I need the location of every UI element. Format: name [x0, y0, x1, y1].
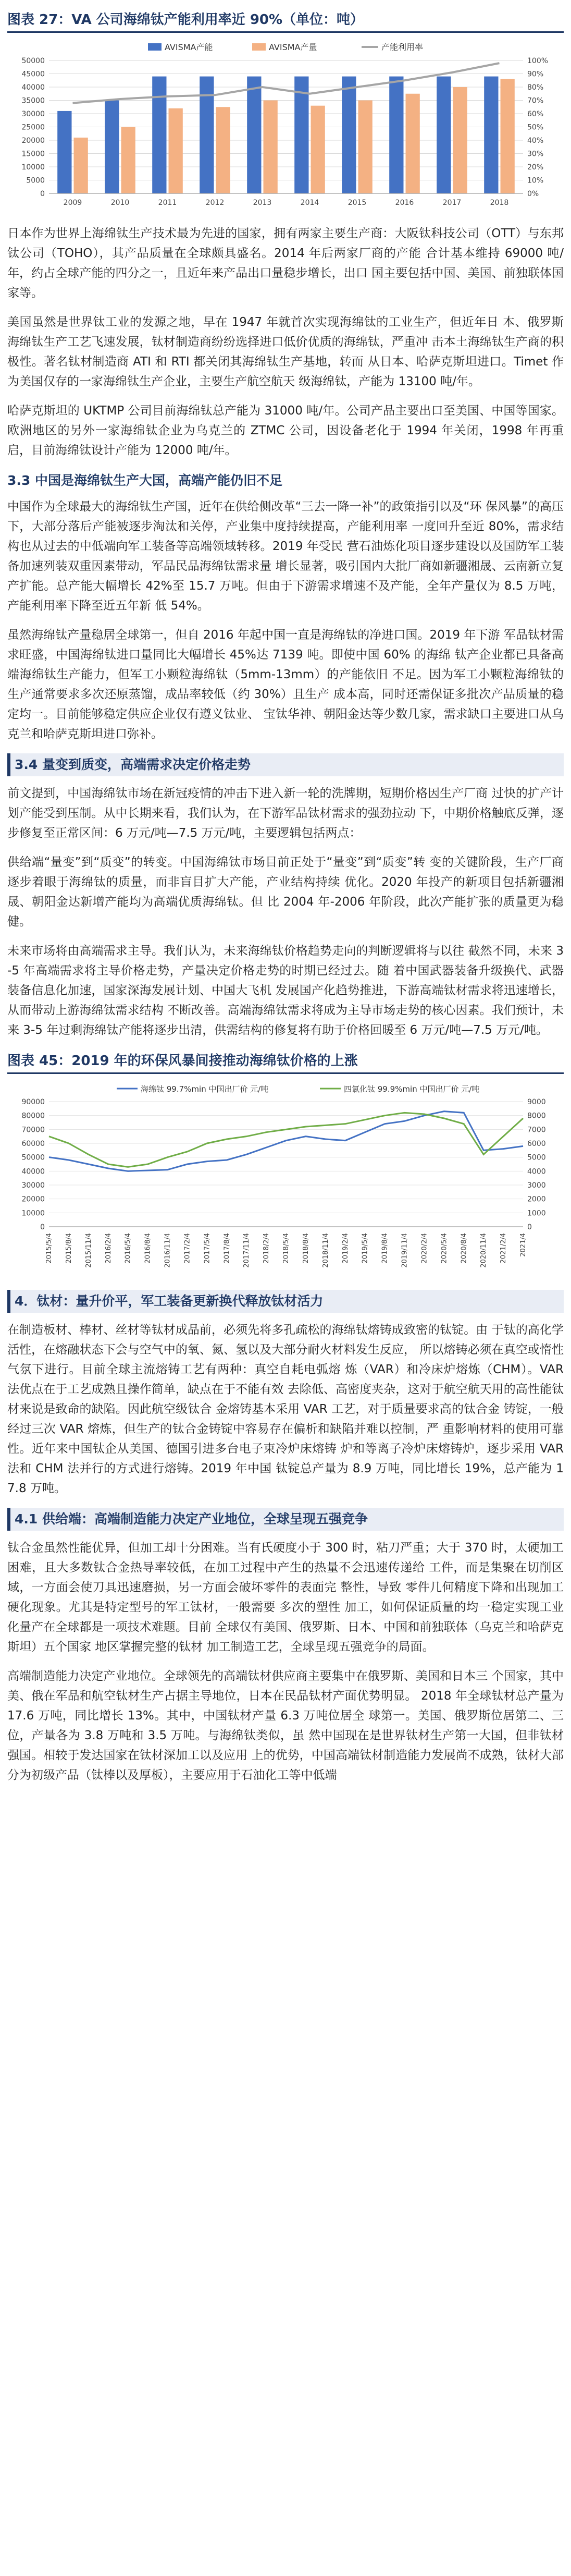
bar-output [169, 108, 183, 193]
y-left-tick-label: 90000 [21, 1098, 45, 1106]
y-right-tick-label: 20% [527, 163, 544, 172]
legend-ticl4-label: 四氯化钛 99.9%min 中国出厂价 元/吨 [344, 1084, 480, 1094]
y-right-tick-label: 40% [527, 137, 544, 145]
y-left-tick-label: 60000 [21, 1140, 45, 1148]
y-right-tick-label: 3000 [527, 1181, 546, 1190]
y-right-tick-label: 50% [527, 123, 544, 132]
paragraph-titanium-2: 钛合金虽然性能优异，但加工却十分困难。当有氏硬度小于 300 时，粘刀严重；大于 370 时，太硬加工困难，且大多数钛合金热导率较低，在加工过程中产生的热量不会迅速传递给 工件，而是集聚在切削区域，一方面会使刀具迅速磨损，另一方面会破坏零件的表面完 整性，导致 零件几何精度下降和出现加工硬化现象。尤其是特定型号的军工钛材，一般需要 多次的塑性 加工，如何保证质量的均一稳定实现工业化量产在全球都是一项技术难题。目前 全球仅有美国、俄罗斯、日本、中国和前独联体（乌克兰和哈萨克斯坦）五个国家 地区掌握完整的钛材 加工制造工艺，全球呈现五强竞争的局面。 [7, 1541, 564, 1654]
bar-output [121, 127, 135, 194]
section-4-heading: 4．钛材：量升价平，军工装备更新换代释放钛材活力 [7, 1290, 564, 1313]
figure27-title: 图表 27：VA 公司海绵钛产能利用率近 90%（单位：吨） [7, 8, 564, 33]
price-trend-chart [7, 1078, 564, 1276]
paragraph-titanium-1: 在制造板材、棒材、丝材等钛材成品前，必须先将多孔疏松的海绵钛熔铸成致密的钛锭。由 于钛的高化学活性，在熔融状态下会与空气中的氧、氮、氢以及大部分耐火材料发生反应， 所以熔铸必须在真空或惰性气氛下进行。目前全球主流熔铸工艺有两种：真空自耗电弧熔 炼（VAR）和冷床炉熔炼（CHM）。VAR 法优点在于工艺成熟且操作简单，缺点在于不能有效 去除低、高密度夹杂，这对于航空航天用的高性能钛材来说是致命的缺陷。因此航空级钛合 金熔铸基本采用 VAR 工艺，对于质量要求高的钛合金 铸锭，一般经过三次 VAR 熔炼，但生产的钛合金铸锭中容易存在偏析和缺陷并难以控制，严 重影响材料的使用可靠性。近年来中国钛企从美国、德国引进多台电子束冷炉床熔铸 炉和等离子冷炉床熔铸炉，逐步采用 VAR 法和 CHM 法并行的方式进行熔铸。2019 年中国 钛锭总产量为 8.9 万吨，同比增长 19%，总产能为 17.8 万吨。 [7, 1323, 564, 1495]
y-right-tick-label: 100% [527, 57, 549, 65]
x-tick-label: 2011 [158, 199, 177, 207]
y-right-tick-label: 9000 [527, 1098, 546, 1106]
x-tick-label: 2010 [110, 199, 130, 207]
y-right-tick-label: 1000 [527, 1209, 546, 1218]
y-left-tick-label: 5000 [26, 176, 45, 185]
y-right-tick-label: 8000 [527, 1112, 546, 1120]
y-left-tick-label: 50000 [21, 1153, 45, 1162]
y-right-tick-label: 4000 [527, 1167, 546, 1176]
x-tick-label: 2021/4 [519, 1233, 527, 1257]
y-right-tick-label: 6000 [527, 1140, 546, 1148]
x-tick-label: 2018 [490, 199, 509, 207]
x-tick-label: 2018/11/4 [321, 1233, 330, 1268]
bar-output [406, 94, 420, 193]
y-right-tick-label: 30% [527, 150, 544, 158]
x-tick-label: 2017/5/4 [203, 1233, 212, 1264]
x-tick-label: 2015/8/4 [65, 1233, 73, 1264]
x-tick-label: 2020/11/4 [480, 1233, 488, 1268]
paragraph-titanium-3: 高端制造能力决定产业地位。全球领先的高端钛材供应商主要集中在俄罗斯、美国和日本三 个国家，其中美、俄在军品和航空钛材生产占据主导地位，日本在民品钛材产面优势明显。 2018 年全球钛材总产量为 17.6 万吨，同比增长 13%。其中，中国钛材产量 6.3 万吨位居全 球第一。美国、俄罗斯位居第二、三位，产量各为 3.8 万吨和 3.5 万吨。与海绵钛类似，虽 然中国现在是世界钛材生产第一大国，但非钛材强国。相较于发达国家在钛材深加工以及应用 上的优势，中国高端钛材制造能力发展尚不成熟，钛材大部分为初级产品（钛棒以及厚板），主要应用于石油化工等中低端 [7, 1669, 564, 1782]
x-tick-label: 2013 [253, 199, 272, 207]
x-tick-label: 2014 [300, 199, 319, 207]
x-tick-label: 2016/11/4 [164, 1233, 172, 1268]
legend-output-swatch [252, 43, 266, 51]
y-left-tick-label: 70000 [21, 1126, 45, 1134]
x-tick-label: 2012 [205, 199, 225, 207]
x-tick-label: 2019/8/4 [381, 1233, 389, 1264]
x-tick-label: 2015 [347, 199, 367, 207]
section-3-4-heading: 3.4 量变到质变，高端需求决定价格走势 [7, 753, 564, 776]
x-tick-label: 2018/5/4 [282, 1233, 290, 1264]
bar-output [311, 106, 325, 193]
y-left-tick-label: 40000 [21, 83, 45, 92]
y-right-tick-label: 5000 [527, 1153, 546, 1162]
bar-output [74, 138, 88, 193]
y-left-tick-label: 40000 [21, 1167, 45, 1176]
x-tick-label: 2016 [395, 199, 414, 207]
y-left-tick-label: 50000 [21, 57, 45, 65]
x-tick-label: 2019/11/4 [401, 1233, 409, 1268]
legend-sponge-label: 海绵钛 99.7%min 中国出厂价 元/吨 [141, 1084, 269, 1094]
x-tick-label: 2015/5/4 [45, 1233, 53, 1264]
paragraph-usa: 美国虽然是世界钛工业的发源之地，早在 1947 年就首次实现海绵钛的工业生产，但近年日 本、俄罗斯海绵钛生产工艺飞速发展，钛材制造商纷纷选择进口低价优质的海绵钛，严重冲 击本土海绵钛生产商的积极性。著名钛材制造商 ATI 和 RTI 都关闭其海绵钛生产基地，转而 从日本、哈萨克斯坦进口。Timet 作为美国仅存的一家海绵钛生产企业，主要生产航空航天 级海绵钛，产能为 13100 吨/年。 [7, 315, 564, 388]
y-right-tick-label: 7000 [527, 1126, 546, 1134]
paragraph-price-1: 前文提到，中国海绵钛市场在新冠疫情的冲击下进入新一轮的洗牌期，短期价格因生产厂商 过快的扩产计划产能受到压制。从中长期来看，我们认为，在下游军品钛材需求的强劲拉动 下，中期价格触底反弹，逐步修复至正常区间：6 万元/吨—7.5 万元/吨，主要逻辑包括两点： [7, 787, 564, 840]
x-tick-label: 2016/5/4 [124, 1233, 132, 1264]
bar-output [358, 101, 373, 194]
legend-util-label: 产能利用率 [381, 42, 424, 52]
bar-capacity [200, 77, 214, 193]
x-tick-label: 2016/8/4 [144, 1233, 152, 1264]
legend-capacity-label: AVISMA产能 [165, 42, 213, 52]
y-left-tick-label: 0 [40, 190, 45, 198]
y-right-tick-label: 70% [527, 96, 544, 105]
legend-output-label: AVISMA产量 [269, 42, 317, 52]
x-tick-label: 2017/8/4 [223, 1233, 231, 1264]
paragraph-price-3: 未来市场将由高端需求主导。我们认为，未来海绵钛价格趋势走向的判断逻辑将与以往 截然不同，未来 3-5 年高端需求将主导价格走势，产量决定价格走势的时期已经过去。随 着中国武器装备升级换代、武器装备信息化加速，国家深海发展计划、中国大飞机 发展国产化趋势推进，下游高端钛材需求将迅速增长，从而带动上游海绵钛需求结构 不断改善。高端海绵钛需求将成为主导市场走势的核心因素。我们预计，未来 3-5 年过剩海绵钛产能将逐步出清，供需结构的修复将有助于价格回暖至 6 万元/吨—7.5 万元/吨。 [7, 944, 564, 1037]
bar-capacity [437, 77, 451, 193]
section-3-3-heading: 3.3 中国是海绵钛生产大国，高端产能仍旧不足 [7, 473, 282, 488]
x-tick-label: 2017/2/4 [183, 1233, 192, 1264]
bar-capacity [342, 77, 356, 193]
bar-capacity [247, 77, 261, 193]
x-tick-label: 2021/2/4 [500, 1233, 508, 1264]
capacity-utilization-chart [7, 37, 564, 214]
y-right-tick-label: 2000 [527, 1195, 546, 1204]
y-right-tick-label: 10% [527, 176, 544, 185]
bar-output [453, 87, 467, 193]
paragraph-china-1: 中国作为全球最大的海绵钛生产国，近年在供给侧改革“三去一降一补”的政策指引以及“环 保风暴”的高压下，大部分落后产能被逐步淘汰和关停，产业集中度持续提高，产能利用率 一度回升至近 80%，需求结构也从过去的中低端向军工装备等高端领域转移。2019 年受民 营石油炼化项目逐步建设以及国防军工装备加速列装双重因素带动，军品民品海绵钛需求量 增长显著，吸引国内大批厂商如新疆湘晟、云南新立复产扩能。总产能大幅增长 42%至 15.7 万吨。但由于下游需求增速不及产能，全年产量仅为 8.5 万吨，产能利用率下降至近五年新 低 54%。 [7, 500, 564, 613]
x-tick-label: 2018/8/4 [302, 1233, 310, 1264]
y-right-tick-label: 60% [527, 110, 544, 118]
y-left-tick-label: 30000 [21, 110, 45, 118]
paragraph-kazakhstan: 哈萨克斯坦的 UKTMP 公司目前海绵钛总产能为 31000 吨/年。公司产品主要出口至美国、中国等国家。欧洲地区的另外一家海绵钛企业为乌克兰的 ZTMC 公司，因设备老化于 1994 年关闭，1998 年再重启，目前海绵钛设计产能为 12000 吨/年。 [7, 404, 564, 457]
bar-capacity [57, 111, 71, 193]
paragraph-japan: 日本作为世界上海绵钛生产技术最为先进的国家，拥有两家主要生产商：大阪钛科技公司（OTT）与东邦钛公司（TOHO），其产品质量在全球颇具盛名。2014 年后两家厂商的产能 合计基本维持 69000 吨/年，约占全球产能的四分之一，且近年来产品出口量稳步增长，出口 国主要包括中国、美国、前独联体国家等。 [7, 227, 564, 300]
bar-capacity [105, 101, 119, 194]
y-right-tick-label: 0% [527, 190, 539, 198]
y-left-tick-label: 35000 [21, 96, 45, 105]
y-left-tick-label: 10000 [21, 163, 45, 172]
bar-output [264, 101, 278, 194]
paragraph-china-2: 虽然海绵钛产量稳居全球第一，但自 2016 年起中国一直是海绵钛的净进口国。2019 年下游 军品钛材需求旺盛，中国海绵钛进口量同比大幅增长 45%达 7139 吨。即使中国 60% 的海绵 钛产企业都已具备高端海绵钛生产能力，但军工小颗粒海绵钛（5mm-13mm）的产能依旧 不足。因为军工小颗粒海绵钛的生产通常要求多次还原蒸馏，成品率较低（约 30%）且生产 成本高，同时还需保证多批次产品质量的稳定均一。目前能够稳定供应企业仅有遵义钛业、 宝钛华神、朝阳金达等少数几家，需求缺口主要进口从乌克兰和哈萨克斯坦进口弥补。 [7, 628, 564, 741]
y-left-tick-label: 0 [40, 1223, 45, 1231]
bar-capacity [152, 77, 166, 193]
x-tick-label: 2016/2/4 [104, 1233, 113, 1264]
y-left-tick-label: 20000 [21, 137, 45, 145]
paragraph-price-2: 供给端“量变”到“质变”的转变。中国海绵钛市场目前正处于“量变”到“质变”转 变的关键阶段，生产厂商逐步着眼于海绵钛的质量，而非盲目扩大产能，产业结构持续 优化。2020 年投产的新项目包括新疆湘晟、朝阳金达新增产能均为高端优质海绵钛。但 比 2004 年-2006 年阶段，此次产能扩张的质量更为稳健。 [7, 856, 564, 929]
figure45-title: 图表 45：2019 年的环保风暴间接推动海绵钛价格的上涨 [7, 1049, 564, 1074]
utilization-line [73, 63, 500, 103]
x-tick-label: 2020/8/4 [460, 1233, 468, 1264]
x-tick-label: 2020/5/4 [440, 1233, 449, 1264]
x-tick-label: 2019/2/4 [341, 1233, 350, 1264]
y-left-tick-label: 45000 [21, 70, 45, 79]
x-tick-label: 2019/5/4 [361, 1233, 369, 1264]
x-tick-label: 2017 [442, 199, 462, 207]
bar-capacity [389, 77, 403, 193]
x-tick-label: 2015/11/4 [84, 1233, 93, 1268]
figure45-chart [7, 1078, 564, 1283]
x-tick-label: 2020/2/4 [420, 1233, 429, 1264]
y-left-tick-label: 30000 [21, 1181, 45, 1190]
y-right-tick-label: 90% [527, 70, 544, 79]
y-left-tick-label: 80000 [21, 1112, 45, 1120]
y-left-tick-label: 25000 [21, 123, 45, 132]
bar-capacity [484, 77, 498, 193]
y-left-tick-label: 15000 [21, 150, 45, 158]
x-tick-label: 2018/2/4 [263, 1233, 271, 1264]
bar-output [501, 79, 515, 193]
y-left-tick-label: 20000 [21, 1195, 45, 1204]
x-tick-label: 2017/11/4 [243, 1233, 251, 1268]
y-left-tick-label: 10000 [21, 1209, 45, 1218]
figure27-chart [7, 37, 564, 221]
y-right-tick-label: 0 [527, 1223, 532, 1231]
bar-output [216, 107, 230, 193]
section-4-1-heading: 4.1 供给端：高端制造能力决定产业地位，全球呈现五强竞争 [7, 1508, 564, 1531]
x-tick-label: 2009 [63, 199, 82, 207]
y-right-tick-label: 80% [527, 83, 544, 92]
legend-capacity-swatch [148, 43, 162, 51]
